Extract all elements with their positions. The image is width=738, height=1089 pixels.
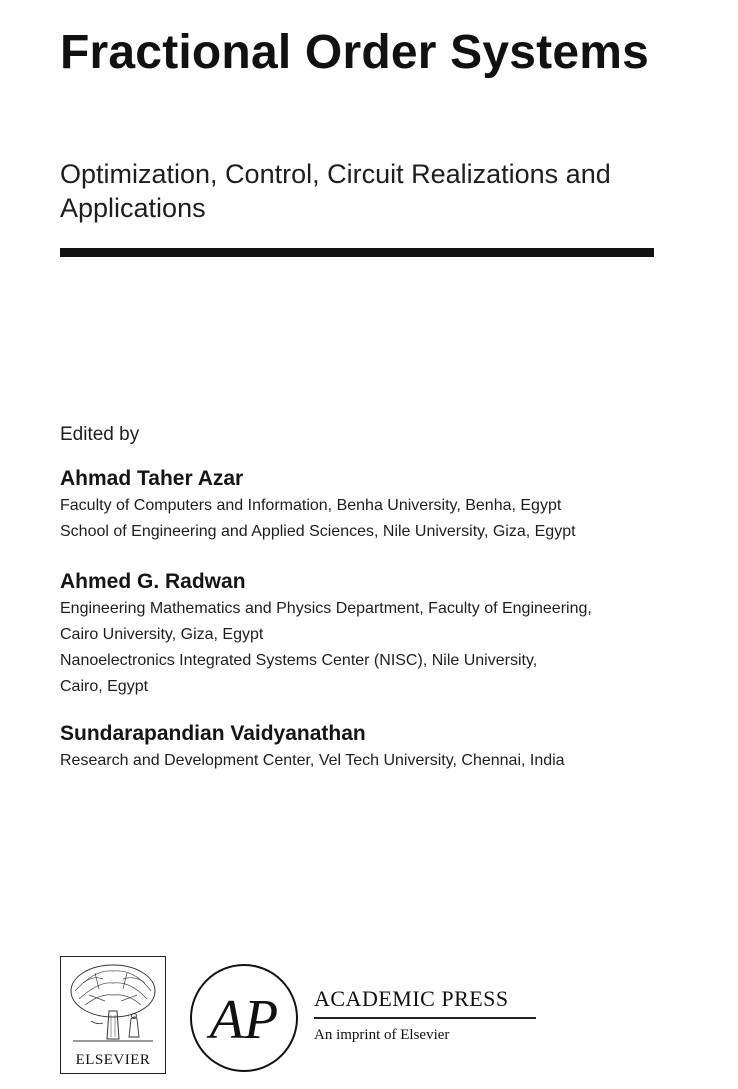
editor-affiliation: Nanoelectronics Integrated Systems Center (NISC), Nile University, — [60, 652, 538, 669]
ap-monogram: AP — [209, 989, 279, 1051]
title-divider — [60, 248, 654, 257]
publisher-divider — [314, 1017, 536, 1019]
editor-name: Ahmed G. Radwan — [60, 570, 246, 593]
publisher-imprint: An imprint of Elsevier — [314, 1027, 450, 1043]
book-subtitle: Optimization, Control, Circuit Realizations and Applications — [60, 159, 611, 223]
elsevier-logo — [60, 956, 166, 1074]
academic-press-logo-icon — [188, 962, 300, 1074]
edited-by-label: Edited by — [60, 424, 140, 445]
editor-block — [60, 568, 720, 700]
editor-affiliation: Cairo University, Giza, Egypt — [60, 626, 264, 643]
elsevier-wordmark: ELSEVIER — [75, 1052, 151, 1068]
editor-name: Ahmad Taher Azar — [60, 467, 244, 490]
editor-name: Sundarapandian Vaidyanathan — [60, 722, 366, 745]
elsevier-tree-icon — [65, 961, 161, 1047]
editor-affiliation: Faculty of Computers and Information, Benha University, Benha, Egypt — [60, 497, 562, 514]
editor-affiliation: Research and Development Center, Vel Tech University, Chennai, India — [60, 752, 565, 769]
publisher-name: ACADEMIC PRESS — [314, 986, 509, 1011]
editor-block — [60, 465, 720, 545]
editor-affiliation: School of Engineering and Applied Sciences, Nile University, Giza, Egypt — [60, 523, 576, 540]
editor-affiliation: Cairo, Egypt — [60, 678, 149, 695]
book-title: Fractional Order Systems — [60, 26, 650, 79]
editor-affiliation: Engineering Mathematics and Physics Department, Faculty of Engineering, — [60, 600, 592, 617]
editor-block — [60, 720, 720, 774]
